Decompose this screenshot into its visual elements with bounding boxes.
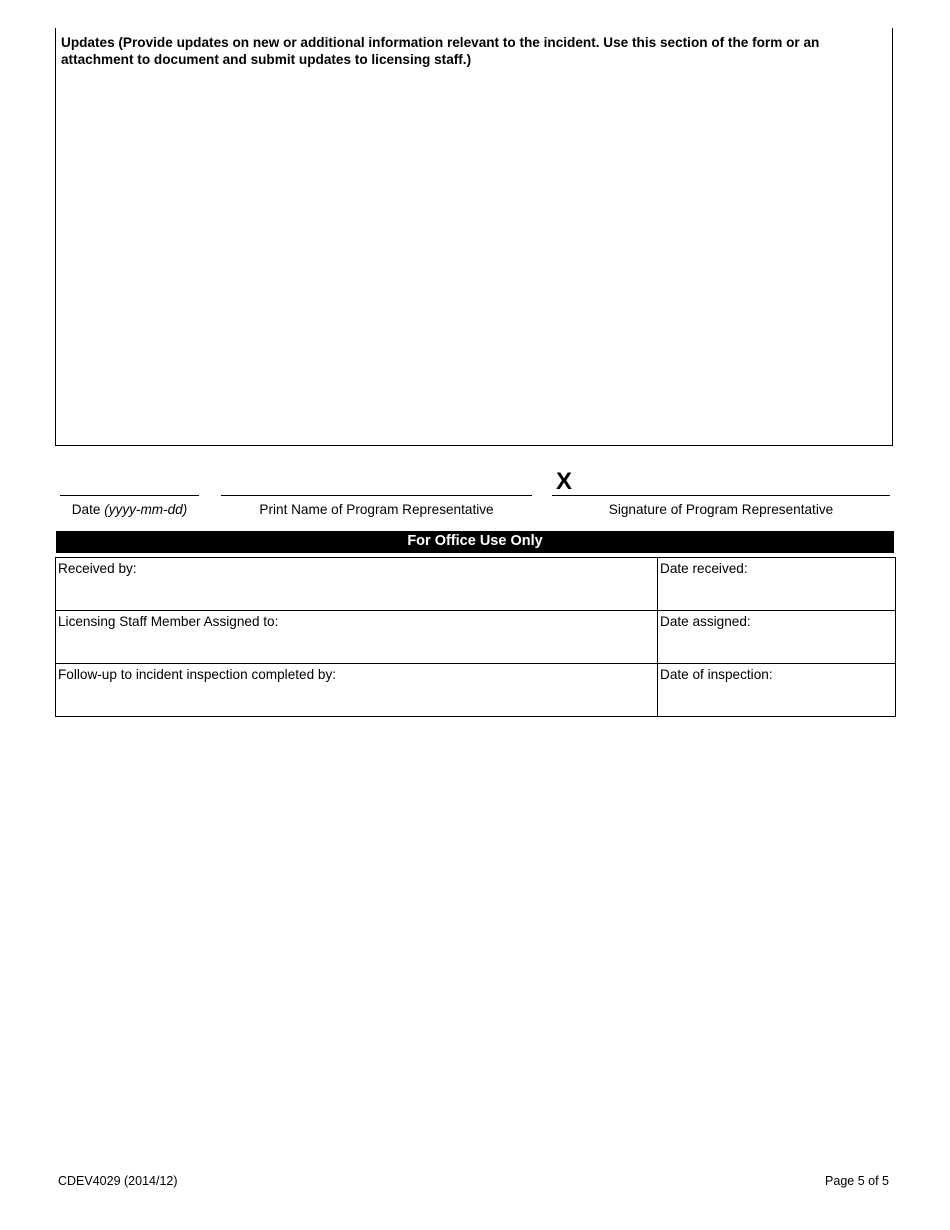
signature-caption: Signature of Program Representative bbox=[608, 502, 834, 517]
updates-input[interactable] bbox=[60, 72, 888, 441]
date-of-inspection-field[interactable] bbox=[658, 664, 896, 717]
updates-box bbox=[55, 28, 893, 446]
staff-assigned-field[interactable] bbox=[56, 611, 658, 664]
table-row bbox=[56, 664, 896, 717]
date-label: Date bbox=[71, 502, 105, 517]
inspection-completed-by-field[interactable] bbox=[56, 664, 658, 717]
date-line[interactable] bbox=[60, 495, 199, 496]
table-row bbox=[56, 611, 896, 664]
staff-assigned-label: Licensing Staff Member Assigned to: bbox=[58, 614, 279, 629]
date-assigned-label: Date assigned: bbox=[660, 614, 751, 629]
signature-line[interactable] bbox=[552, 495, 890, 496]
office-use-table bbox=[55, 557, 896, 717]
date-format: (yyyy-mm-dd) bbox=[104, 502, 188, 517]
date-received-field[interactable] bbox=[658, 558, 896, 611]
updates-label: Updates (Provide updates on new or additional information relevant to the incident. Use this section of the form or an attachment to document and submit updates to licensing staff.) bbox=[61, 35, 820, 67]
received-by-label: Received by: bbox=[58, 561, 137, 576]
date-received-label: Date received: bbox=[660, 561, 748, 576]
office-use-header: For Office Use Only bbox=[56, 531, 894, 553]
date-caption bbox=[60, 502, 199, 518]
print-name-line[interactable] bbox=[221, 495, 532, 496]
received-by-field[interactable] bbox=[56, 558, 658, 611]
date-assigned-field[interactable] bbox=[658, 611, 896, 664]
table-row bbox=[56, 558, 896, 611]
print-name-caption: Print Name of Program Representative bbox=[259, 502, 494, 517]
page-number: Page 5 of 5 bbox=[825, 1174, 889, 1188]
inspection-completed-by-label: Follow-up to incident inspection completed by: bbox=[58, 667, 337, 682]
form-code: CDEV4029 (2014/12) bbox=[58, 1174, 178, 1188]
date-of-inspection-label: Date of inspection: bbox=[660, 667, 773, 682]
signature-mark: X bbox=[556, 468, 573, 495]
